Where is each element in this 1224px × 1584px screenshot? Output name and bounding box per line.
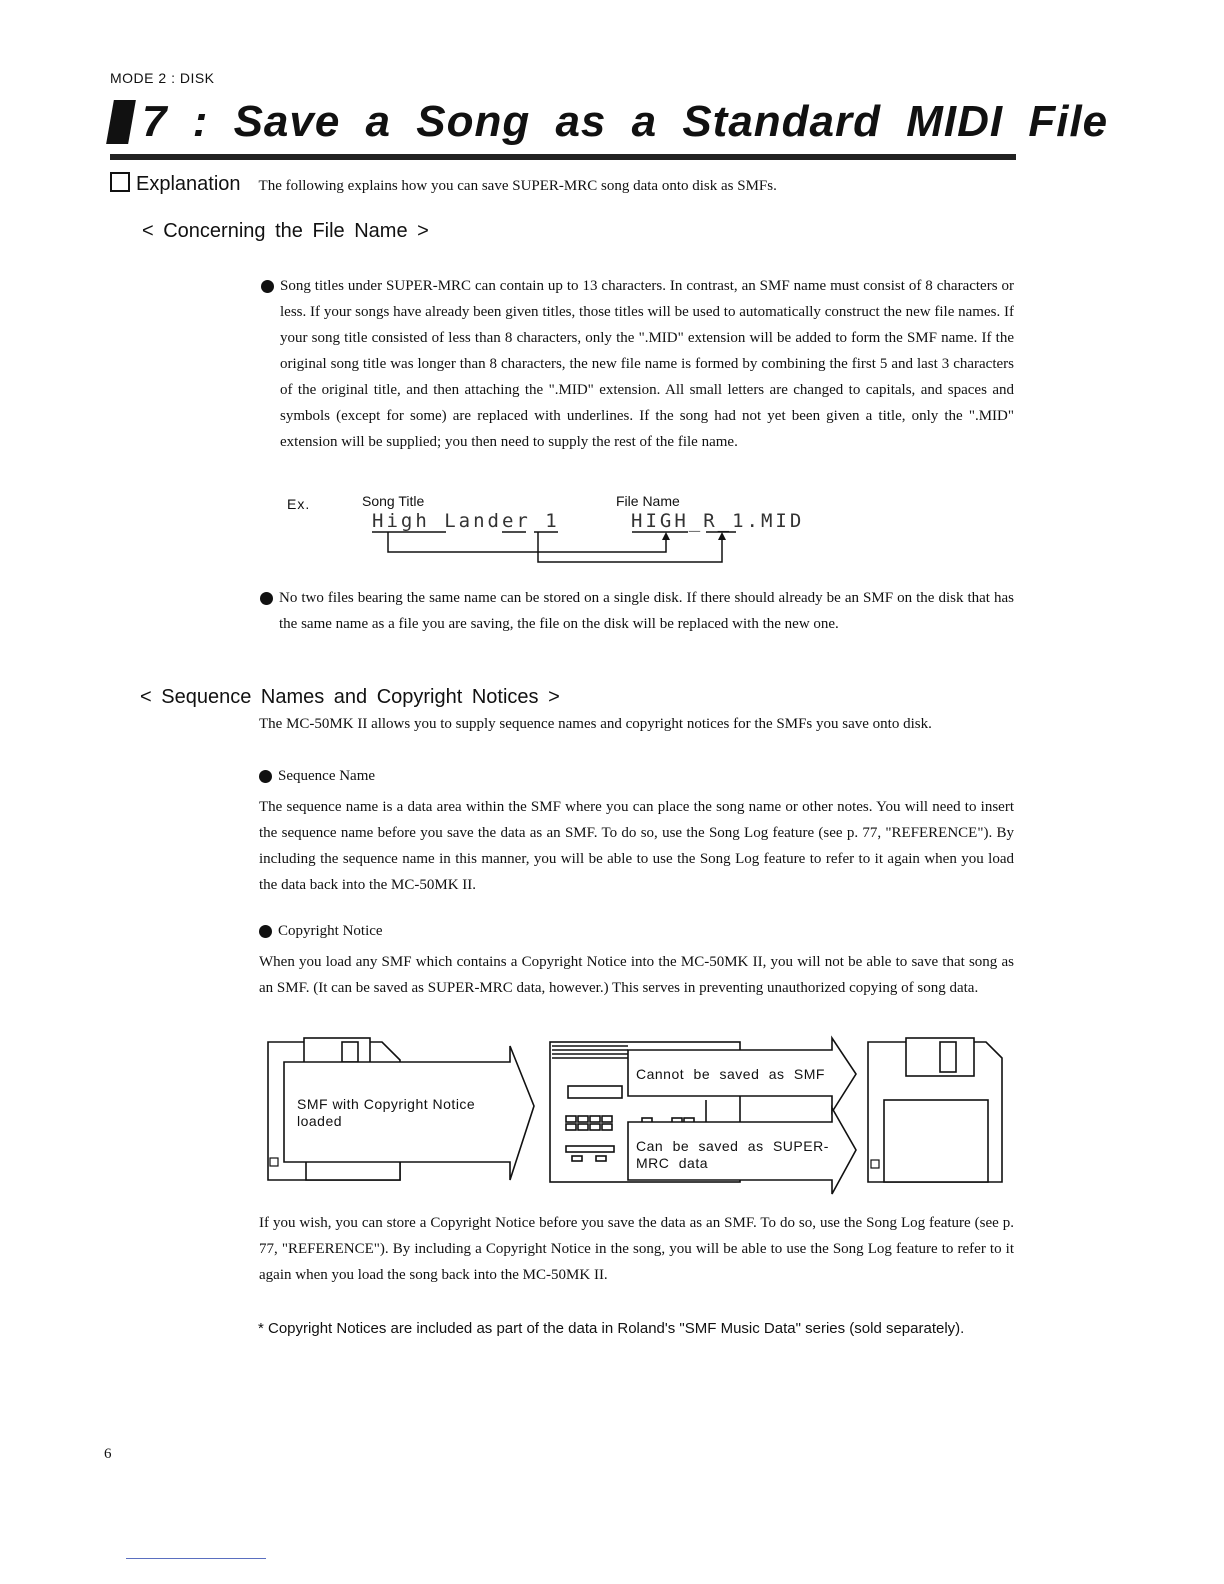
example-file-name-value: HIGH_R_1.MID xyxy=(631,510,805,532)
copyright-closing-text: If you wish, you can store a Copyright Notice before you save the data as an SMF. To do so, use the Song Log feature (see p. 77, "REFERENCE"). By including a Copyright Notice in the song, you will be able to use the Song Log feature to refer to it again when you load the song back into the MC-50MK II. xyxy=(259,1215,1014,1283)
section-heading-file-name: < Concerning the File Name > xyxy=(142,220,429,242)
checkbox-square-icon xyxy=(110,172,130,192)
diagram-cannot-label: Cannot be saved as SMF xyxy=(636,1066,825,1082)
bullet-icon xyxy=(261,280,274,293)
bullet-icon xyxy=(260,592,273,605)
example-file-name-heading: File Name xyxy=(616,493,680,509)
arrow-up-icon xyxy=(718,532,726,540)
copyright-notice-heading-text: Copyright Notice xyxy=(278,923,383,939)
bottom-rule xyxy=(126,1558,266,1559)
connector-r1 xyxy=(538,532,722,562)
bullet-icon xyxy=(259,925,272,938)
sequence-name-heading xyxy=(259,768,375,785)
page-title-row xyxy=(110,96,1108,148)
explanation-text: The following explains how you can save SUPER-MRC song data onto disk as SMFs. xyxy=(258,178,777,194)
sequence-intro: The MC-50MK II allows you to supply sequence names and copyright notices for the SMFs you save onto disk. xyxy=(259,716,932,732)
example-song-title-value: High Lander 1 xyxy=(372,510,560,532)
diagram-disk-label: SMF with Copyright Notice loaded xyxy=(297,1096,476,1129)
example-label: Ex. xyxy=(287,496,311,512)
example-song-title-heading: Song Title xyxy=(362,493,425,509)
floppy-disk-icon xyxy=(868,1038,1002,1182)
footnote: * Copyright Notices are included as part of the data in Roland's "SMF Music Data" series (sold separately). xyxy=(258,1320,965,1337)
explanation-heading: Explanation xyxy=(136,173,241,195)
copyright-notice-heading xyxy=(259,923,383,940)
duplicate-file-paragraph: No two files bearing the same name can be stored on a single disk. If there should already be an SMF on the disk that has the same name as a file you are saving, the file on the disk will be replaced with the new one. xyxy=(279,590,1014,632)
mode-label: MODE 2 : DISK xyxy=(110,70,215,86)
diagram-can-label: Can be saved as SUPER-MRC data xyxy=(636,1138,829,1171)
section-heading-sequence: < Sequence Names and Copyright Notices > xyxy=(140,686,560,708)
explanation-row xyxy=(110,170,777,196)
title-rule xyxy=(110,154,1016,160)
title-marker-block xyxy=(106,100,136,144)
bullet-icon xyxy=(259,770,272,783)
file-name-paragraph: Song titles under SUPER-MRC can contain up to 13 characters. In contrast, an SMF name must consist of 8 characters or less. If your songs have already been given titles, those titles will be used to automatically construct the new file names. If your song title consisted of less than 8 characters, only the ".MID" extension will be added to form the SMF name. If the original song title was longer than 8 characters, the new file name is formed by combining the first 5 and last 3 characters of the original title, and then attaching the ".MID" extension. All small letters are changed to capitals, and spaces and symbols (except for some) are replaced with underlines. If the song had not yet been given a title, only the ".MID" extension will be supplied; you then need to supply the rest of the file name. xyxy=(280,278,1014,450)
page-title: 7 : Save a Song as a Standard MIDI File xyxy=(142,97,1109,146)
arrow-up-icon xyxy=(662,532,670,540)
copyright-notice-text: When you load any SMF which contains a Copyright Notice into the MC-50MK II, you will not be able to save that song as an SMF. (It can be saved as SUPER-MRC data, however.) This serves in preventing unauthorized copying of song data. xyxy=(259,954,1014,996)
connector-high xyxy=(388,532,666,552)
sequence-name-text: The sequence name is a data area within the SMF where you can place the song name or other notes. You will need to insert the sequence name before you save the data as an SMF. To do so, use the Song Log feature (see p. 77, "REFERENCE"). By including the sequence name in this manner, you will be able to use the Song Log feature to refer to it again when you load the data back into the MC-50MK II. xyxy=(259,799,1014,893)
page-number: 6 xyxy=(104,1446,112,1462)
sequence-name-heading-text: Sequence Name xyxy=(278,768,376,784)
example-mapping-lines xyxy=(360,508,820,568)
